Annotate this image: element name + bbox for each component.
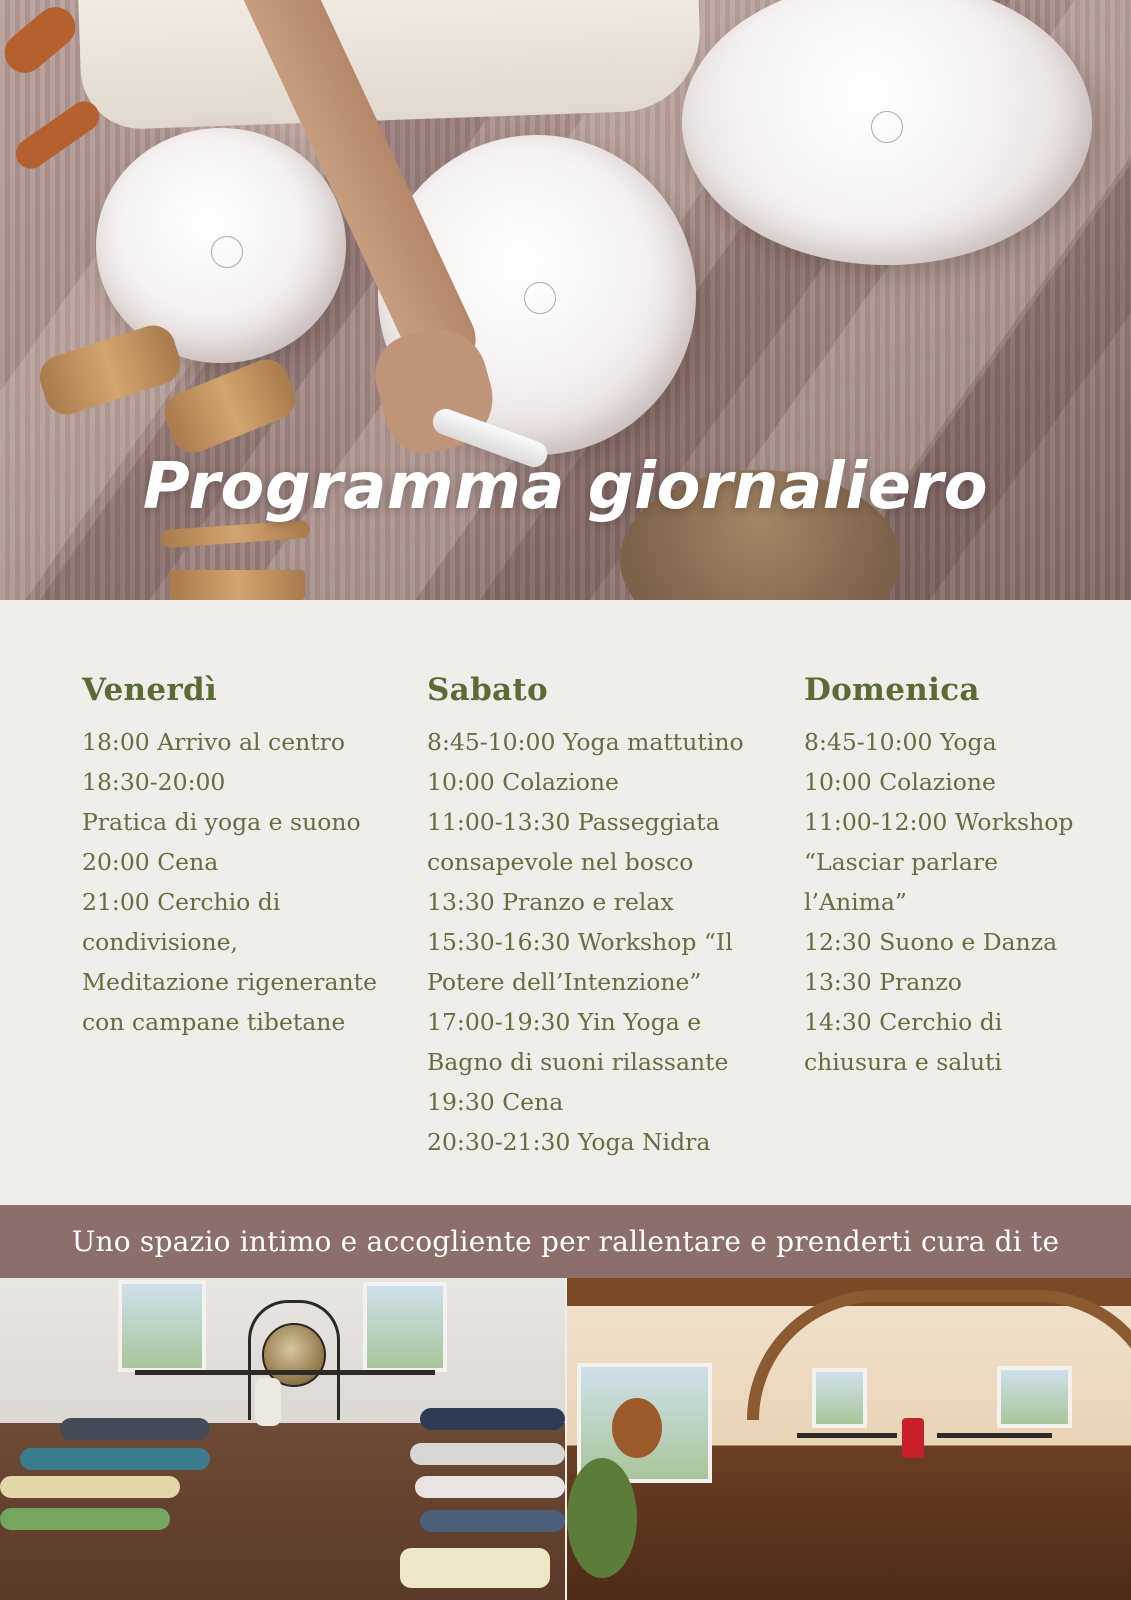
- day-activities: [427, 722, 744, 1162]
- day-activities: [82, 722, 377, 1042]
- bench: [135, 1370, 435, 1375]
- window: [363, 1282, 447, 1372]
- person-lying: [0, 1476, 180, 1498]
- schedule-line: consapevole nel bosco: [427, 848, 694, 876]
- teacher-sitting: [255, 1378, 281, 1426]
- person-lying: [410, 1443, 565, 1465]
- day-column-sunday: [804, 672, 1073, 1082]
- schedule-line: 11:00-12:00 Workshop: [804, 808, 1074, 836]
- crystal-bowl-small: [96, 128, 346, 363]
- schedule-line: 8:45-10:00 Yoga mattutino: [427, 728, 744, 756]
- schedule-line: chiusura e saluti: [804, 1048, 1002, 1076]
- day-activities: [804, 722, 1073, 1082]
- empty-hall-photo: [567, 1278, 1131, 1600]
- day-heading: Domenica: [804, 672, 980, 708]
- person-lying: [0, 1508, 170, 1530]
- table: [797, 1433, 897, 1438]
- schedule-line: 8:45-10:00 Yoga: [804, 728, 997, 756]
- daily-schedule: [0, 600, 1131, 1205]
- wood-chime-bars: [170, 570, 305, 600]
- person-lying: [420, 1510, 565, 1532]
- tagline-text: Uno spazio intimo e accogliente per rallentare e prenderti cura di te: [71, 1225, 1060, 1258]
- schedule-line: 17:00-19:30 Yin Yoga e: [427, 1008, 702, 1036]
- person-lying: [60, 1418, 210, 1440]
- person-lying: [400, 1548, 550, 1588]
- schedule-line: Meditazione rigenerante: [82, 968, 378, 996]
- wooden-arch: [747, 1290, 1131, 1420]
- schedule-line: Potere dell’Intenzione”: [427, 968, 702, 996]
- window: [118, 1280, 206, 1372]
- day-heading: Sabato: [427, 672, 549, 708]
- person-lying: [20, 1448, 210, 1470]
- yoga-room-photo: [0, 1278, 565, 1600]
- schedule-line: 19:30 Cena: [427, 1088, 564, 1116]
- schedule-line: Bagno di suoni rilassante: [427, 1048, 729, 1076]
- hero-title: Programma giornaliero: [142, 450, 989, 524]
- schedule-line: 10:00 Colazione: [427, 768, 619, 796]
- schedule-line: 13:30 Pranzo e relax: [427, 888, 674, 916]
- hero-photo: [0, 0, 1131, 600]
- schedule-line: 21:00 Cerchio di: [82, 888, 281, 916]
- schedule-line: condivisione,: [82, 928, 239, 956]
- tagline-banner: [0, 1205, 1131, 1278]
- schedule-line: con campane tibetane: [82, 1008, 346, 1036]
- schedule-line: l’Anima”: [804, 888, 907, 916]
- white-cloth: [78, 0, 703, 131]
- schedule-line: 20:30-21:30 Yoga Nidra: [427, 1128, 711, 1156]
- day-heading: Venerdì: [82, 672, 218, 708]
- schedule-line: 20:00 Cena: [82, 848, 219, 876]
- day-column-saturday: [427, 672, 744, 1162]
- plant: [567, 1458, 637, 1578]
- schedule-line: 18:00 Arrivo al centro: [82, 728, 346, 756]
- schedule-line: 13:30 Pranzo: [804, 968, 962, 996]
- schedule-line: 14:30 Cerchio di: [804, 1008, 1003, 1036]
- day-column-friday: [82, 672, 377, 1042]
- schedule-line: Pratica di yoga e suono: [82, 808, 361, 836]
- table: [937, 1433, 1052, 1438]
- schedule-line: 15:30-16:30 Workshop “Il: [427, 928, 733, 956]
- wooden-mallet: [0, 0, 83, 81]
- decor-sculpture: [612, 1398, 662, 1458]
- wooden-mallet: [10, 95, 105, 174]
- window: [997, 1366, 1072, 1428]
- window: [812, 1368, 867, 1428]
- person-lying: [415, 1476, 565, 1498]
- red-chair: [902, 1418, 924, 1458]
- schedule-line: 11:00-13:30 Passeggiata: [427, 808, 720, 836]
- schedule-line: 18:30-20:00: [82, 768, 226, 796]
- schedule-line: 10:00 Colazione: [804, 768, 996, 796]
- schedule-line: “Lasciar parlare: [804, 848, 999, 876]
- person-lying: [420, 1408, 565, 1430]
- schedule-line: 12:30 Suono e Danza: [804, 928, 1058, 956]
